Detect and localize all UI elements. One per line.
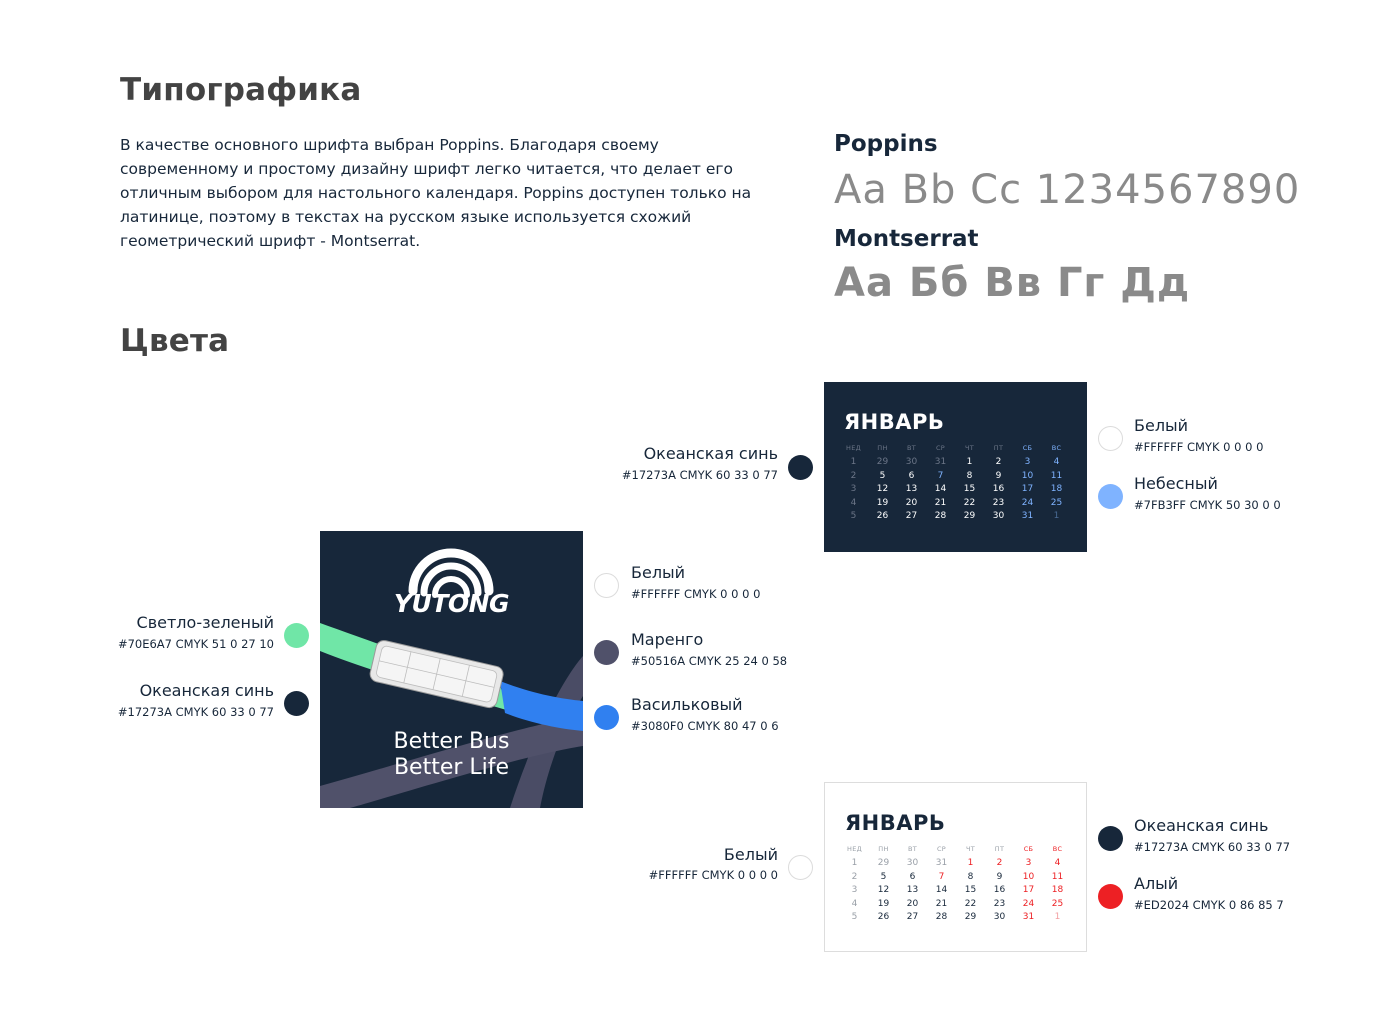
- calendar-cell: 30: [906, 858, 919, 868]
- swatch-name: Белый: [631, 563, 686, 582]
- calendar-cell: 30: [905, 457, 918, 467]
- color-dot: [1098, 826, 1123, 851]
- calendar-cell: 17: [1022, 885, 1035, 896]
- calendar-cell: 5: [850, 511, 857, 522]
- calendar-cell: 14: [934, 484, 947, 495]
- calendar-cell: 7: [937, 470, 944, 481]
- calendar-cell: 31: [1022, 912, 1035, 923]
- calendar-cell: 4: [851, 898, 858, 909]
- calendar-grid: [840, 841, 1072, 925]
- swatch-code: #FFFFFF CMYK 0 0 0 0: [1134, 440, 1264, 454]
- calendar-header-cell: ПН: [877, 444, 888, 452]
- calendar-header-cell: СР: [936, 845, 947, 853]
- calendar-cell: 1: [850, 457, 857, 467]
- calendar-cell: 14: [935, 885, 948, 896]
- calendar-week-row: [840, 898, 1072, 912]
- calendar-cell: 16: [992, 484, 1005, 495]
- calendar-cell: 3: [1024, 457, 1031, 467]
- calendar-week-row: [839, 456, 1071, 470]
- calendar-cell: 31: [934, 457, 947, 467]
- calendar-cell: 21: [934, 497, 947, 508]
- calendar-cell: 15: [963, 484, 976, 495]
- calendar-cell: 15: [964, 885, 977, 896]
- calendar-cell: 22: [964, 898, 977, 909]
- poster-brand: YUTONG: [393, 589, 510, 618]
- swatch-name: Светло-зеленый: [136, 613, 274, 632]
- calendar-cell: 16: [993, 885, 1006, 896]
- calendar-cell: 1: [1054, 912, 1061, 923]
- calendar-cell: 25: [1051, 898, 1064, 909]
- description-line: латинице, поэтому в текстах на русском языке используется схожий: [120, 208, 692, 226]
- calendar-cell: 2: [850, 470, 857, 481]
- calendar-week-row: [840, 871, 1072, 885]
- calendar-cell: 29: [964, 912, 977, 923]
- typography-description: [120, 133, 800, 253]
- calendar-cell: 4: [1053, 457, 1060, 467]
- calendar-cell: 10: [1021, 470, 1034, 481]
- calendar-cell: 18: [1050, 484, 1063, 495]
- calendar-header-cell: СБ: [1022, 444, 1033, 452]
- font-name-montserrat: Montserrat: [834, 226, 979, 252]
- poster-slogan-line2: Better Life: [393, 755, 510, 780]
- calendar-header-cell: ЧТ: [965, 845, 976, 853]
- swatch-code: #50516A CMYK 25 24 0 58: [631, 654, 788, 668]
- calendar-cell: 1: [851, 858, 858, 868]
- calendar-cell: 29: [877, 858, 890, 868]
- calendar-cell: 8: [966, 470, 973, 481]
- calendar-header-cell: СБ: [1023, 845, 1034, 853]
- calendar-cell: 24: [1022, 898, 1035, 909]
- calendar-header-cell: ВС: [1051, 444, 1062, 452]
- color-dot: [284, 623, 309, 648]
- swatch-name: Океанская синь: [1134, 816, 1269, 835]
- calendar-cell: 3: [851, 885, 858, 896]
- calendar-cell: 29: [963, 511, 976, 522]
- calendar-cell: 21: [935, 898, 948, 909]
- calendar-month: ЯНВАРЬ: [845, 811, 946, 835]
- swatch-name: Океанская синь: [139, 681, 274, 700]
- description-line: геометрический шрифт - Montserrat.: [120, 232, 421, 250]
- swatch-code: #17273A CMYK 60 33 0 77: [1134, 840, 1291, 854]
- calendar-header-cell: СР: [935, 444, 946, 452]
- yutong-poster: [320, 531, 583, 808]
- font-sample-montserrat: Аа Бб Вв Гг Дд: [834, 260, 1191, 306]
- calendar-cell: 31: [935, 858, 948, 868]
- calendar-header-cell: ВТ: [906, 444, 917, 452]
- calendar-week-row: [839, 497, 1071, 511]
- calendar-cell: 10: [1022, 871, 1035, 882]
- calendar-header-cell: ЧТ: [964, 444, 975, 452]
- swatch-code: #FFFFFF CMYK 0 0 0 0: [648, 868, 778, 882]
- calendar-cell: 5: [879, 470, 886, 481]
- calendar-week-row: [840, 884, 1072, 898]
- calendar-cell: 26: [876, 511, 889, 522]
- calendar-cell: 5: [851, 912, 858, 923]
- calendar-header-cell: ПТ: [993, 444, 1004, 452]
- calendar-header-cell: НЕД: [846, 444, 861, 452]
- color-dot: [1098, 426, 1123, 451]
- calendar-cell: 12: [877, 885, 890, 896]
- calendar-cell: 3: [1025, 858, 1032, 868]
- calendar-cell: 9: [996, 871, 1003, 882]
- calendar-cell: 20: [905, 497, 918, 508]
- swatch-code: #7FB3FF CMYK 50 30 0 0: [1134, 498, 1281, 512]
- calendar-week-row: [840, 911, 1072, 925]
- color-dot: [1098, 484, 1123, 509]
- calendar-header-row: [840, 841, 1072, 857]
- calendar-cell: 12: [876, 484, 889, 495]
- calendar-cell: 27: [905, 511, 918, 522]
- calendar-header-cell: НЕД: [847, 845, 862, 853]
- calendar-cell: 23: [992, 497, 1005, 508]
- calendar-cell: 26: [877, 912, 890, 923]
- swatch-code: #3080F0 CMYK 80 47 0 6: [631, 719, 779, 733]
- calendar-month: ЯНВАРЬ: [844, 410, 945, 434]
- calendar-week-row: [840, 857, 1072, 871]
- calendar-cell: 27: [906, 912, 919, 923]
- color-dot: [1098, 884, 1123, 909]
- calendar-cell: 18: [1051, 885, 1064, 896]
- calendar-cell: 1: [967, 858, 974, 868]
- calendar-cell: 8: [967, 871, 974, 882]
- calendar-cell: 19: [877, 898, 890, 909]
- calendar-cell: 23: [993, 898, 1006, 909]
- calendar-header-row: [839, 440, 1071, 456]
- calendar-cell: 13: [906, 885, 919, 896]
- color-dot: [594, 640, 619, 665]
- calendar-header-cell: ПН: [878, 845, 889, 853]
- calendar-cell: 5: [880, 871, 887, 882]
- calendar-cell: 17: [1021, 484, 1034, 495]
- poster-slogan-line1: Better Bus: [393, 729, 510, 754]
- calendar-cell: 20: [906, 898, 919, 909]
- color-dot: [284, 691, 309, 716]
- calendar-cell: 6: [908, 470, 915, 481]
- description-line: отличным выбором для настольного календаря. Poppins доступен только на: [120, 184, 752, 202]
- color-dot: [594, 705, 619, 730]
- font-sample-poppins: Aa Bb Cc 1234567890: [834, 167, 1301, 213]
- calendar-cell: 7: [938, 871, 945, 882]
- calendar-cell: 1: [1053, 511, 1060, 522]
- calendar-cell: 1: [966, 457, 973, 467]
- calendar-header-cell: ВС: [1052, 845, 1063, 853]
- calendar-cell: 4: [850, 497, 857, 508]
- calendar-cell: 19: [876, 497, 889, 508]
- swatch-code: #17273A CMYK 60 33 0 77: [117, 705, 274, 719]
- colors-title: Цвета: [120, 323, 230, 359]
- calendar-cell: 30: [992, 511, 1005, 522]
- calendar-grid: [839, 440, 1071, 524]
- swatch-code: #70E6A7 CMYK 51 0 27 10: [117, 637, 274, 651]
- description-line: В качестве основного шрифта выбран Poppins. Благодаря своему: [120, 136, 659, 154]
- color-dot: [788, 455, 813, 480]
- swatch-code: #17273A CMYK 60 33 0 77: [621, 468, 778, 482]
- calendar-cell: 11: [1051, 871, 1064, 882]
- calendar-cell: 6: [909, 871, 916, 882]
- calendar-cell: 28: [934, 511, 947, 522]
- swatch-name: Васильковый: [631, 695, 743, 714]
- calendar-cell: 4: [1054, 858, 1061, 868]
- swatch-name: Алый: [1134, 874, 1179, 893]
- swatch-name: Белый: [1134, 416, 1189, 435]
- calendar-week-row: [839, 470, 1071, 484]
- calendar-header-cell: ПТ: [994, 845, 1005, 853]
- swatch-name: Океанская синь: [643, 444, 778, 463]
- calendar-cell: 29: [876, 457, 889, 467]
- swatch-code: #FFFFFF CMYK 0 0 0 0: [631, 587, 761, 601]
- swatch-code: #ED2024 CMYK 0 86 85 7: [1134, 898, 1284, 912]
- calendar-header-cell: ВТ: [907, 845, 918, 853]
- calendar-cell: 13: [905, 484, 918, 495]
- swatch-name: Маренго: [631, 630, 704, 649]
- light-calendar-preview: [824, 782, 1087, 952]
- calendar-cell: 2: [995, 457, 1002, 467]
- typography-title: Типографика: [120, 72, 362, 108]
- calendar-cell: 24: [1021, 497, 1034, 508]
- calendar-cell: 3: [850, 484, 857, 495]
- calendar-cell: 25: [1050, 497, 1063, 508]
- swatch-name: Небесный: [1134, 474, 1218, 493]
- calendar-cell: 2: [851, 871, 858, 882]
- calendar-cell: 2: [996, 858, 1003, 868]
- color-dot: [594, 573, 619, 598]
- calendar-cell: 11: [1050, 470, 1063, 481]
- calendar-cell: 28: [935, 912, 948, 923]
- calendar-cell: 31: [1021, 511, 1034, 522]
- calendar-cell: 30: [993, 912, 1006, 923]
- calendar-week-row: [839, 483, 1071, 497]
- font-name-poppins: Poppins: [834, 131, 938, 157]
- description-line: современному и простому дизайну шрифт легко читается, что делает его: [120, 160, 734, 178]
- color-dot: [788, 855, 813, 880]
- swatch-name: Белый: [723, 845, 778, 864]
- calendar-cell: 22: [963, 497, 976, 508]
- calendar-cell: 9: [995, 470, 1002, 481]
- dark-calendar-preview: [824, 382, 1087, 552]
- calendar-week-row: [839, 510, 1071, 524]
